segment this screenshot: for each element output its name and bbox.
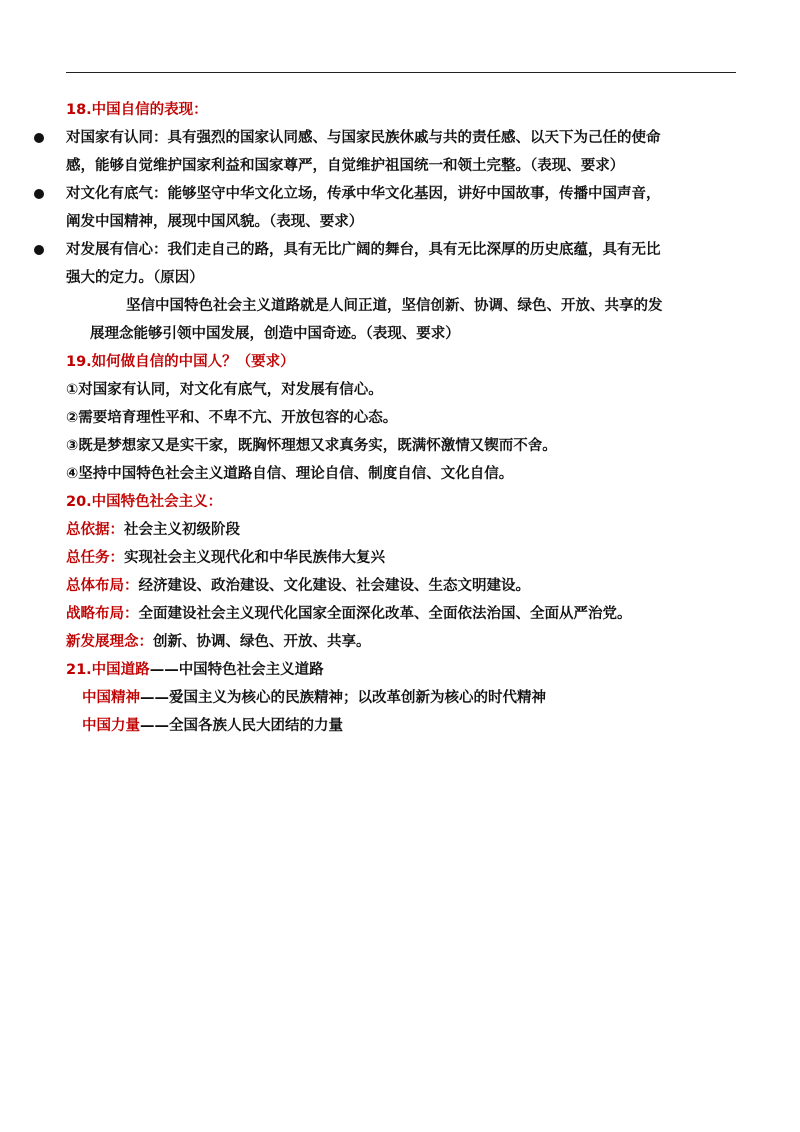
section-19-heading: 19.如何做自信的中国人？（要求） [66, 354, 295, 370]
bullet-dot [34, 133, 44, 143]
definition-row [0, 684, 800, 712]
definition-text: ——全国各族人民大团结的力量 [140, 718, 343, 734]
definition-text: 实现社会主义现代化和中华民族伟大复兴 [124, 550, 385, 566]
bullet-dot [34, 245, 44, 255]
bullet-national-identity-line-2: 感，能够自觉维护国家利益和国家尊严，自觉维护祖国统一和领土完整。（表现、要求） [66, 158, 625, 174]
definition-text: 创新、协调、绿色、开放、共享。 [153, 634, 371, 650]
definition-label: 中国精神 [82, 690, 140, 706]
bullet-national-identity-line-1 [0, 124, 800, 152]
definition-label: 中国力量 [82, 718, 140, 734]
bullet-development-line-1 [0, 236, 800, 264]
section-21-heading-label: 21.中国道路 [66, 662, 150, 678]
definition-text: ——爱国主义为核心的民族精神；以改革创新为核心的时代精神 [140, 690, 546, 706]
definition-row [0, 712, 800, 740]
bullet-development-line-2: 强大的定力。（原因） [66, 270, 204, 286]
bullet-culture-line-1 [0, 180, 800, 208]
definition-row [0, 628, 800, 656]
definition-label: 总任务： [66, 550, 124, 566]
section-18-heading: 18.中国自信的表现： [66, 102, 208, 118]
bullet-text: 对国家有认同：具有强烈的国家认同感、与国家民族休戚与共的责任感、以天下为己任的使命 [66, 130, 661, 146]
top-rule [66, 72, 736, 73]
list-item: ③既是梦想家又是实干家，既胸怀理想又求真务实，既满怀激情又锲而不舍。 [66, 438, 557, 454]
definition-row [0, 600, 800, 628]
bullet-culture-line-2: 阐发中国精神，展现中国风貌。（表现、要求） [66, 214, 364, 230]
bullet-text: 对文化有底气：能够坚守中华文化立场，传承中华文化基因，讲好中国故事，传播中国声音， [66, 186, 661, 202]
definition-text: 经济建设、政治建设、文化建设、社会建设、生态文明建设。 [138, 578, 530, 594]
bullet-dot [34, 189, 44, 199]
section-20-heading: 20.中国特色社会主义： [66, 494, 223, 510]
definition-row [0, 572, 800, 600]
section-21-heading-rest: ——中国特色社会主义道路 [149, 662, 324, 678]
extra-paragraph-line-1: 坚信中国特色社会主义道路就是人间正道，坚信创新、协调、绿色、开放、共享的发 [126, 298, 663, 314]
list-item: ②需要培育理性平和、不卑不亢、开放包容的心态。 [66, 410, 398, 426]
list-item: ①对国家有认同，对文化有底气，对发展有信心。 [66, 382, 383, 398]
definition-label: 总依据： [66, 522, 124, 538]
definition-row [0, 516, 800, 544]
definition-text: 社会主义初级阶段 [124, 522, 240, 538]
document-body [0, 96, 800, 740]
extra-paragraph-line-2: 展理念能够引领中国发展，创造中国奇迹。（表现、要求） [90, 326, 460, 342]
list-item: ④坚持中国特色社会主义道路自信、理论自信、制度自信、文化自信。 [66, 466, 514, 482]
definition-label: 新发展理念： [66, 634, 153, 650]
section-21-heading [0, 656, 800, 684]
definition-row [0, 544, 800, 572]
bullet-text: 对发展有信心：我们走自己的路，具有无比广阔的舞台，具有无比深厚的历史底蕴，具有无比 [66, 242, 661, 258]
definition-label: 总体布局： [66, 578, 139, 594]
definition-text: 全面建设社会主义现代化国家全面深化改革、全面依法治国、全面从严治党。 [138, 606, 632, 622]
definition-label: 战略布局： [66, 606, 139, 622]
